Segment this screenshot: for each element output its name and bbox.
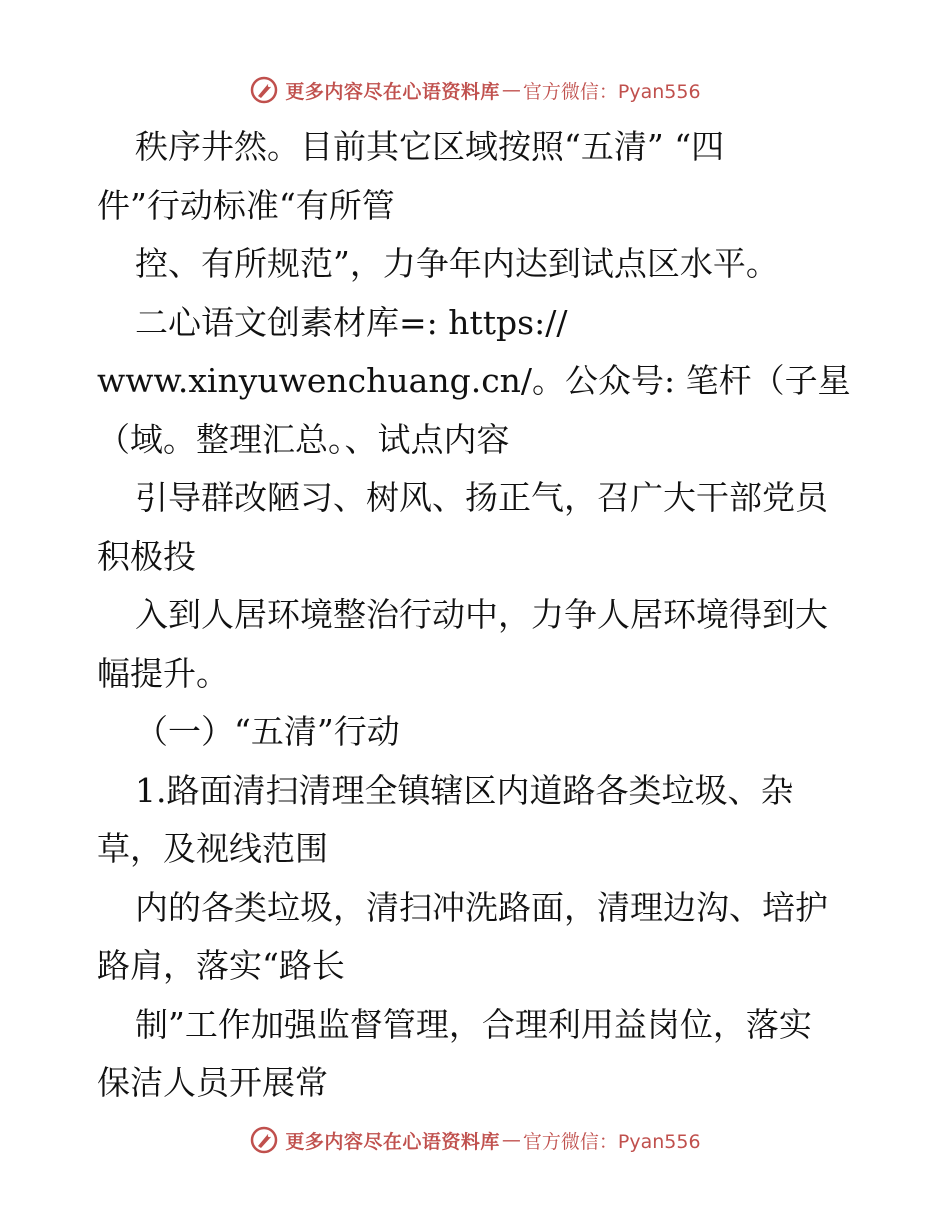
text-line: www.xinyuwenchuang.cn/。公众号: 笔杆（子星	[97, 361, 851, 400]
text-line: 1.路面清扫清理全镇辖区内道路各类垃圾、杂	[135, 770, 794, 810]
text-line: 制”工作加强监督管理，合理利用益岗位，落实	[135, 1004, 812, 1044]
pen-nib-logo-icon	[249, 1125, 279, 1155]
banner-main-text: 更多内容尽在心语资料库	[285, 80, 500, 103]
text-line: 控、有所规范”，力争年内达到试点区水平。	[135, 244, 779, 283]
text-line: 保洁人员开展常	[97, 1063, 328, 1102]
text-line: 幅提升。	[97, 653, 229, 693]
text-line: 积极投	[97, 536, 196, 576]
section-heading: （一）“五清”行动	[135, 712, 400, 751]
banner-wechat-text: 官方微信：Pyan556	[522, 1130, 701, 1153]
text-line: 引导群改陋习、树风、扬正气，召广大干部党员	[135, 478, 828, 517]
banner-dash: —	[501, 79, 521, 101]
text-line: 二心语文创素材库=: https://	[135, 302, 568, 342]
document-body	[97, 118, 867, 1113]
banner-main-text: 更多内容尽在心语资料库	[285, 1130, 500, 1153]
pen-nib-logo-icon	[249, 75, 279, 105]
text-line: 入到人居环境整治行动中，力争人居环境得到大	[135, 595, 828, 634]
text-line: （域。整理汇总。、试点内容	[97, 419, 510, 459]
header-watermark-banner	[0, 70, 950, 110]
banner-wechat-text: 官方微信：Pyan556	[522, 80, 701, 103]
footer-watermark-banner	[0, 1120, 950, 1160]
text-line: 内的各类垃圾，清扫冲洗路面，清理边沟、培护	[135, 887, 828, 927]
text-line: 秩序井然。目前其它区域按照“五清” “四	[135, 127, 725, 166]
text-line: 路肩，落实“路长	[97, 946, 345, 985]
text-line: 草，及视线范围	[97, 829, 328, 868]
banner-dash: —	[501, 1129, 521, 1151]
text-line: 件”行动标准“有所管	[97, 185, 395, 225]
